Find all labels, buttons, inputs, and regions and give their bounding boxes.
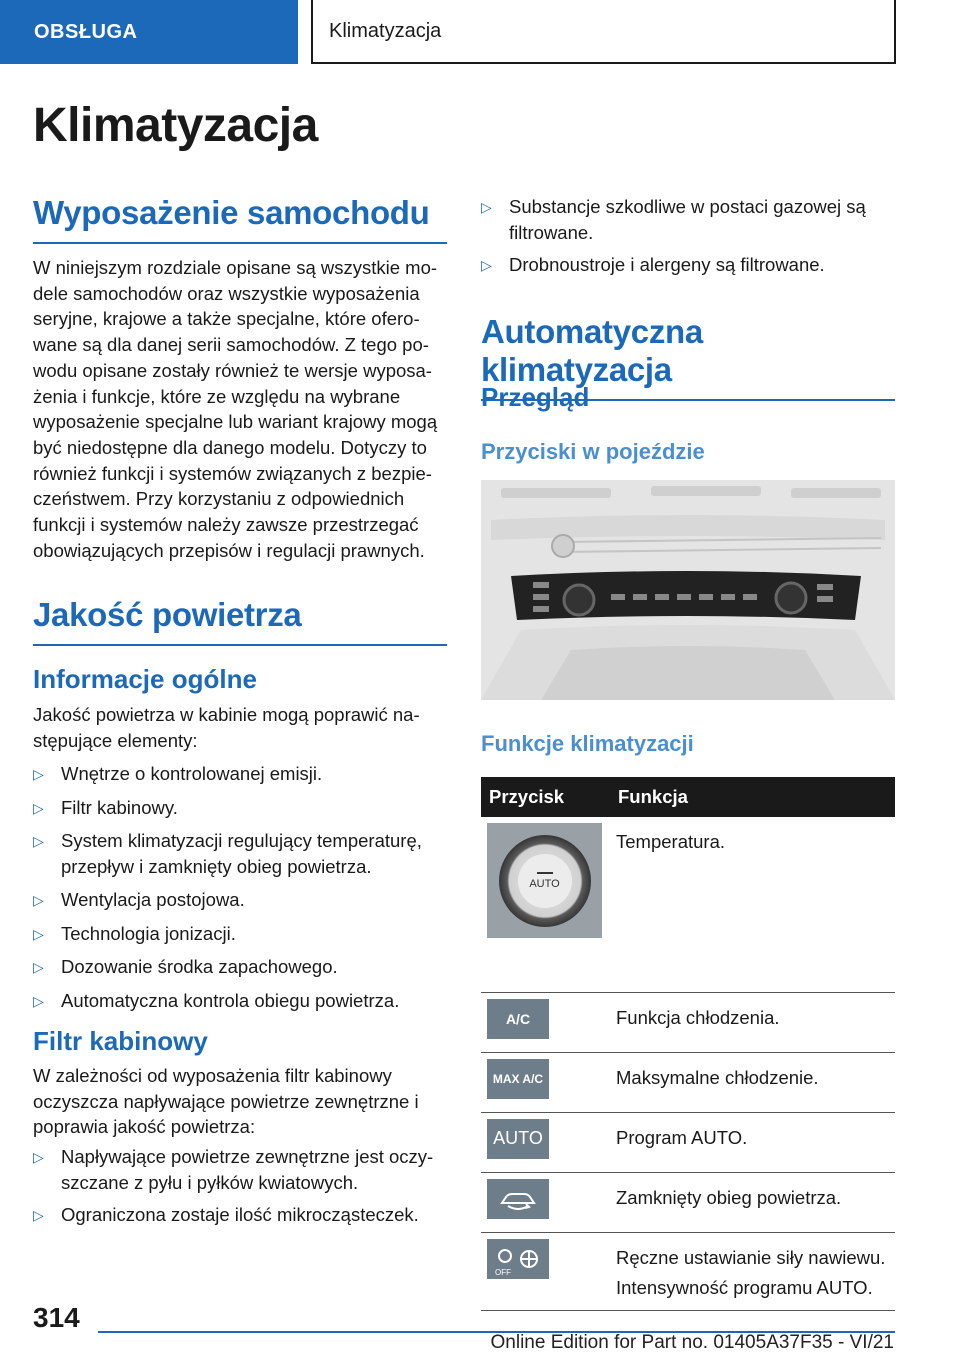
table-row (481, 1232, 895, 1310)
table-row (481, 1112, 895, 1172)
function-description: Zamknięty obieg powietrza. (610, 1172, 895, 1232)
heading-climate-functions: Funkcje klimatyzacji (481, 731, 694, 756)
triangle-bullet-icon: ▷ (33, 1149, 44, 1165)
function-description-secondary: Intensywność programu AUTO. (616, 1276, 873, 1298)
temperature-knob-icon: AUTO (487, 823, 602, 938)
table-row (481, 817, 895, 992)
functions-table (481, 777, 895, 1311)
table-header-row (481, 777, 895, 817)
filter-list (33, 1137, 447, 1229)
page-number: 314 (33, 1302, 80, 1333)
heading-vehicle-buttons: Przyciski w pojeździe (481, 439, 705, 464)
triangle-bullet-icon: ▷ (33, 766, 44, 782)
section-tab (0, 0, 298, 64)
list-item: ▷ Wnętrze o kontrolowanej emisji. (33, 761, 447, 788)
list-item: ▷ Drobnoustroje i alergeny są filtrowane. (481, 252, 895, 279)
section-label: OBSŁUGA (34, 20, 138, 43)
function-description: Ręczne ustawianie siły nawiewu. (616, 1246, 886, 1268)
triangle-bullet-icon: ▷ (33, 799, 44, 816)
footer-edition: Online Edition for Part no. 01405A37F35 - VI/21 (490, 1332, 894, 1353)
equipment-paragraph: W niniejszym rozdziale opisane są wszystkie mo-dele samochodów oraz wszystkie wyposażenia seryjne, krajowe a także specjalne, które ofero-wane są dla danej serii samochodów. Z tego po-wodu opisane zostały również te wersje wyposa-żenia i funkcje, które ze względu na wybrane wyposażenie specjalne lub wariant krajowy mogą być niedostępne dla danego modelu. Dotyczy to również funkcji i systemów związanych z bezpie-czeństwem. Przy korzystaniu z odpowiednich funkcji i systemów należy zawsze przestrzegać obowiązujących przepisów i regulacji prawnych. (33, 257, 438, 561)
list-item: ▷ Ograniczona zostaje ilość mikrocząsteczek. (33, 1202, 447, 1229)
list-item: ▷ Dozowanie środka zapachowego. (33, 954, 447, 981)
triangle-bullet-icon: ▷ (481, 257, 492, 274)
column-header-function: Funkcja (610, 777, 895, 817)
function-description: Funkcja chłodzenia. (610, 992, 895, 1052)
function-description: Temperatura. (610, 817, 895, 992)
triangle-bullet-icon: ▷ (33, 891, 44, 908)
list-item: ▷ Napływające powietrze zewnętrzne jest oczy-szczane z pyłu i pyłków kwiatowych. (33, 1144, 447, 1195)
list-item: ▷ Automatyczna kontrola obiegu powietrza. (33, 988, 447, 1015)
heading-cabin-filter: Filtr kabinowy (33, 1026, 208, 1056)
auto-icon: AUTO (487, 1119, 549, 1159)
function-description: Maksymalne chłodzenie. (610, 1052, 895, 1112)
climate-panel-illustration (481, 480, 895, 700)
table-row (481, 992, 895, 1052)
triangle-bullet-icon: ▷ (33, 1207, 44, 1224)
list-item: ▷ Technologia jonizacji. (33, 921, 447, 948)
list-item: ▷ Filtr kabinowy. (33, 795, 447, 822)
list-item: ▷ Substancje szkodliwe w postaci gazowej są filtrowane. (481, 194, 895, 245)
fan-speed-icon: OFF (487, 1239, 549, 1279)
general-paragraph: Jakość powietrza w kabinie mogą poprawić na-stępujące elementy: (33, 704, 420, 751)
climate-panel-photo (481, 480, 895, 700)
recirculation-icon (487, 1179, 549, 1219)
triangle-bullet-icon: ▷ (33, 833, 44, 850)
triangle-bullet-icon: ▷ (33, 959, 44, 976)
triangle-bullet-icon: ▷ (33, 992, 44, 1009)
filter-paragraph: W zależności od wyposażenia filtr kabinowy oczyszcza napływające powietrze zewnętrzne i poprawia jakość powietrza: (33, 1065, 419, 1138)
list-item: ▷ Wentylacja postojowa. (33, 887, 447, 914)
triangle-bullet-icon: ▷ (33, 925, 44, 942)
list-item: ▷ System klimatyzacji regulujący temperaturę, przepływ i zamknięty obieg powietrza. (33, 828, 447, 879)
max-ac-icon: MAX A/C (487, 1059, 549, 1099)
function-description: Program AUTO. (610, 1112, 895, 1172)
triangle-bullet-icon: ▷ (481, 199, 492, 215)
heading-air-quality: Jakość powietrza (33, 596, 447, 646)
general-list (33, 754, 447, 1015)
page-title: Klimatyzacja (33, 99, 318, 152)
ac-icon: A/C (487, 999, 549, 1039)
chapter-label: Klimatyzacja (329, 19, 442, 42)
heading-overview: Przegląd (481, 382, 590, 412)
table-row (481, 1052, 895, 1112)
chapter-tab (311, 0, 896, 64)
table-row (481, 1172, 895, 1232)
continued-list (481, 187, 895, 279)
column-header-button: Przycisk (481, 777, 610, 817)
heading-equipment: Wyposażenie samochodu (33, 194, 447, 244)
heading-auto-ac: Automatyczna klimatyzacja (481, 313, 895, 401)
heading-general-info: Informacje ogólne (33, 664, 257, 694)
